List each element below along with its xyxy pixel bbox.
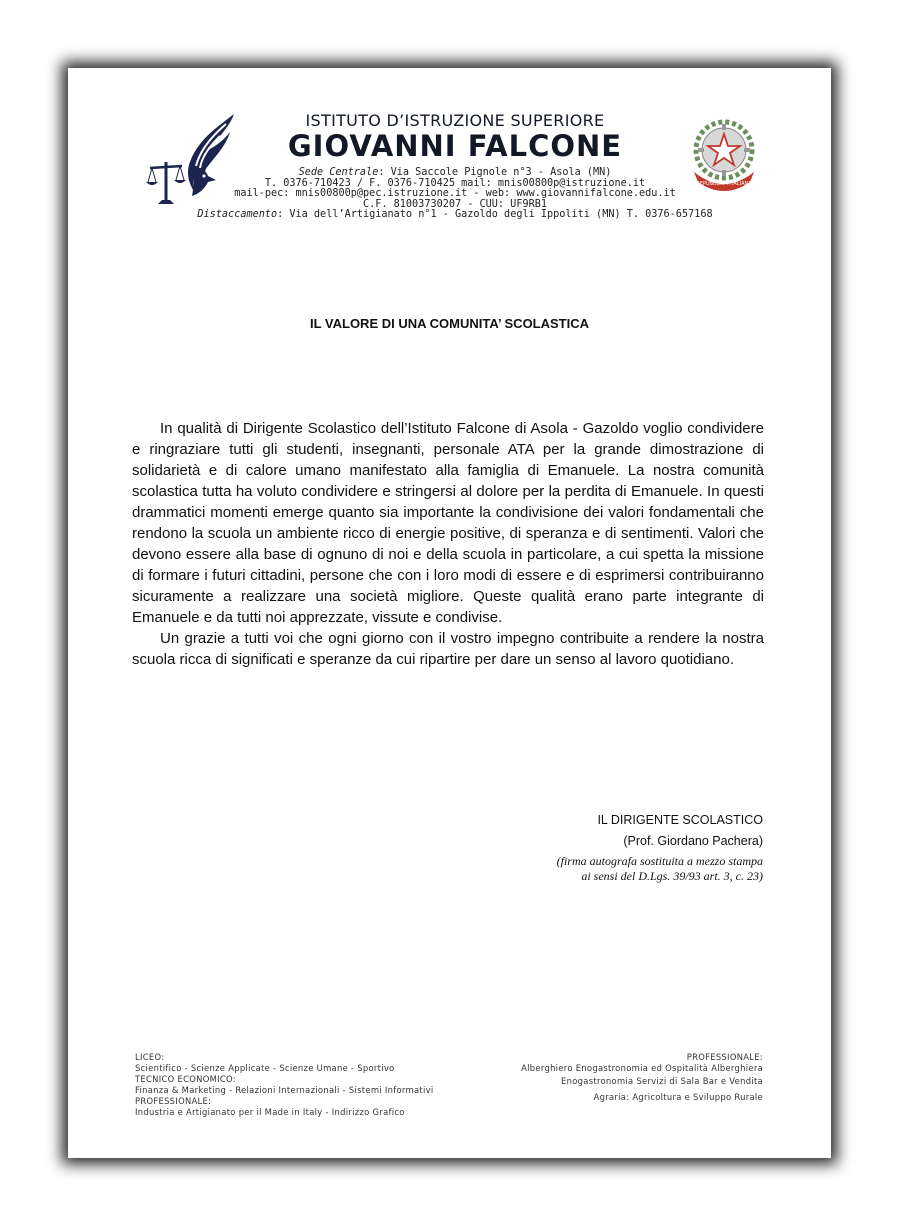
professionale-courses: Industria e Artigianato per il Made in Italy - Indirizzo Grafico	[135, 1107, 405, 1117]
distaccamento-address-text: : Via dell’Artigianato n°1 - Gazoldo degli Ippoliti (MN) T. 0376-657168	[277, 209, 713, 220]
signature-note	[557, 854, 763, 884]
signature-note-line2: ai sensi del D.Lgs. 39/93 art. 3, c. 23)	[581, 869, 763, 883]
pec-line: mail-pec: mnis00800p@pec.istruzione.it - web: www.giovannifalcone.edu.it	[234, 188, 676, 199]
document-body	[132, 418, 764, 670]
signature-role: IL DIRIGENTE SCOLASTICO	[597, 813, 763, 827]
institute-type: ISTITUTO D’ISTRUZIONE SUPERIORE	[305, 111, 605, 130]
footer-courses-left	[135, 1052, 434, 1118]
distaccamento-address	[190, 210, 720, 221]
professionale-right-label: PROFESSIONALE:	[686, 1052, 763, 1062]
signature-name: (Prof. Giordano Pachera)	[623, 834, 763, 848]
tecnico-courses: Finanza & Marketing - Relazioni Internazionali - Sistemi Informativi	[135, 1085, 434, 1095]
emblem-ribbon-text: REPUBBLICA ITALIANA	[696, 181, 752, 187]
sede-address	[190, 168, 720, 179]
distaccamento-label: Distaccamento	[197, 209, 278, 220]
professionale-right-line2: Enogastronomia Servizi di Sala Bar e Vendita	[561, 1076, 763, 1086]
letterhead	[190, 112, 720, 221]
tecnico-label: TECNICO ECONOMICO:	[135, 1074, 236, 1084]
document-title: IL VALORE DI UNA COMUNITA’ SCOLASTICA	[309, 316, 590, 331]
sede-address-text: : Via Saccole Pignole n°3 - Asola (MN)	[378, 167, 612, 178]
signature-note-line1: (firma autografa sostituita a mezzo stampa	[556, 854, 763, 868]
sede-label: Sede Centrale	[298, 167, 379, 178]
professionale-right-line1: Alberghiero Enogastronomia ed Ospitalità Alberghiera	[521, 1063, 763, 1073]
liceo-courses: Scientifico - Scienze Applicate - Scienze Umane - Sportivo	[135, 1063, 395, 1073]
paragraph-1: In qualità di Dirigente Scolastico dell’Istituto Falcone di Asola - Gazoldo voglio condividere e ringraziare tutti gli studenti, insegnanti, personale ATA per la grande dimostrazione di solidarietà e di calore umano manifestato alla famiglia di Emanuele. La nostra comunità scolastica tutta ha voluto condividere e stringersi al dolore per la perdita di Emanuele. In questi drammatici momenti emerge quanto sia importante la condivisione dei valori fondamentali che rendono la scuola un ambiente ricco di energie positive, di speranza e di sentimenti. Valori che devono essere alla base di ognuno di noi e della scuola in particolare, a cui spetta la missione di formare i futuri cittadini, persone che con i loro modi di essere e di esprimersi contribuiranno sicuramente a realizzare una società migliore. Queste qualità erano parte integrante di Emanuele e da tutti noi apprezzate, vissute e condivise.	[132, 420, 764, 626]
professionale-label: PROFESSIONALE:	[135, 1096, 212, 1106]
phone-line: T. 0376-710423 / F. 0376-710425 mail: mnis00800p@istruzione.it	[264, 177, 646, 189]
paragraph-2: Un grazie a tutti voi che ogni giorno con il vostro impegno contribuite a rendere la nostra scuola ricca di significati e speranze da cui ripartire per dare un senso al lavoro quotidiano.	[132, 630, 764, 668]
footer-courses-right	[521, 1052, 763, 1105]
signature-block	[557, 810, 763, 884]
cf-line: C.F. 81003730207 - CUU: UF9RB1	[362, 198, 547, 210]
document-page	[68, 68, 831, 1158]
institute-name: GIOVANNI FALCONE	[287, 129, 623, 163]
professionale-right-line3: Agraria: Agricoltura e Sviluppo Rurale	[593, 1091, 763, 1102]
italian-republic-emblem	[682, 112, 766, 196]
liceo-label: LICEO:	[135, 1052, 165, 1062]
